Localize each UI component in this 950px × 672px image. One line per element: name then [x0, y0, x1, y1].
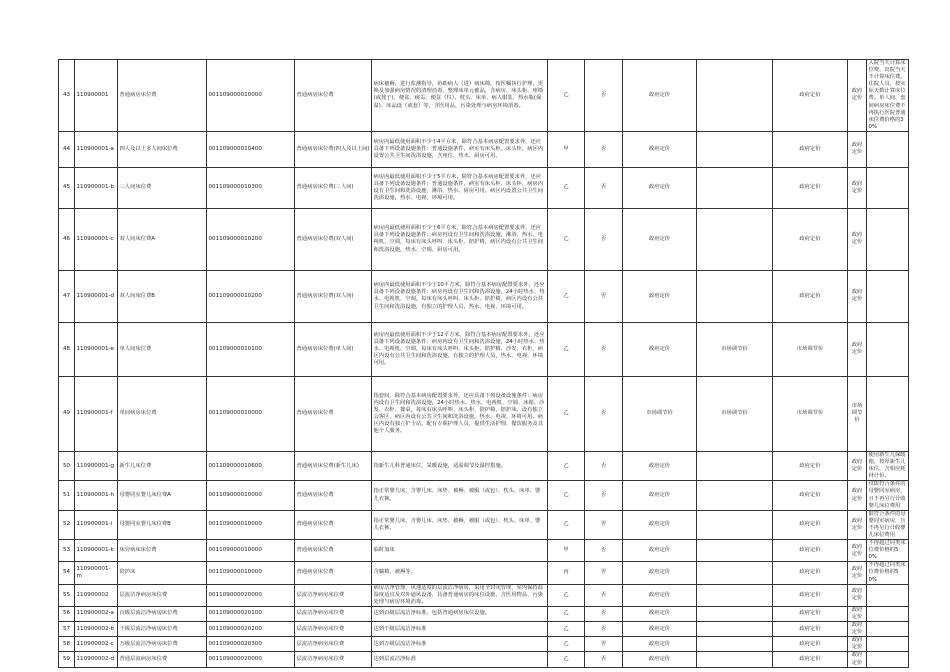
row-number: 47 [59, 270, 75, 322]
row-number: 46 [59, 208, 75, 270]
finance-code: 001109000020300 [207, 637, 295, 652]
flag-value: 否 [585, 322, 623, 376]
price-type-4: 政府定价 [848, 481, 867, 510]
row-number: 43 [59, 60, 75, 132]
finance-code: 001109000010000 [207, 540, 295, 562]
price-type-2 [697, 637, 773, 652]
finance-code: 001109000010300 [207, 167, 295, 208]
finance-code: 001109000010000 [207, 60, 295, 132]
project-code: 110900002-c [75, 637, 118, 652]
finance-category: 普通病房床位费 [295, 562, 372, 584]
project-name: 新生儿床位费 [118, 451, 207, 480]
price-type-1: 政府定价 [623, 562, 697, 584]
table-row [59, 637, 909, 652]
medicare-class: 乙 [548, 584, 585, 606]
remark-text [867, 167, 909, 208]
project-content: 含躺椅、被褥等。 [372, 562, 548, 584]
row-number: 56 [59, 606, 75, 621]
row-number: 48 [59, 322, 75, 376]
price-type-4: 政府定价 [848, 167, 867, 208]
project-name: 层流洁净病房床位费 [118, 584, 207, 606]
price-type-3: 政府定价 [773, 510, 848, 539]
remark-text [867, 584, 909, 606]
price-type-2 [697, 481, 773, 510]
project-name: 三人间床位费 [118, 167, 207, 208]
row-number: 51 [59, 481, 75, 510]
finance-category: 普通病房床位费(四人及以上间) [295, 131, 372, 167]
row-number: 53 [59, 540, 75, 562]
price-type-1: 市场调节价 [623, 376, 697, 451]
project-content: 指正常婴儿床，含婴儿床、床垫、被褥、被服（或包）、枕头、床单、婴儿衣裤。 [372, 481, 548, 510]
project-content: 指正常婴儿床，含婴儿床、床垫、被褥、被服（或包）、枕头、床单、婴儿衣裤。 [372, 510, 548, 539]
price-type-4: 政府定价 [848, 652, 867, 667]
price-type-4: 政府定价 [848, 510, 867, 539]
project-code: 110900002-a [75, 606, 118, 621]
project-content: 病房内最低使用面积不少于4平方米，除符合基本病房配置要求外，还应具备下列设备设施条件：普通设施条件，病室有床头柜、床头柜，病区内设置公共卫生间洗浴设施，含座位、热水、厨房可用。 [372, 131, 548, 167]
finance-code: 001109000010000 [207, 562, 295, 584]
price-type-4: 政府定价 [848, 131, 867, 167]
medicare-class: 乙 [548, 652, 585, 667]
project-code: 110900001-f [75, 376, 118, 451]
table-row [59, 60, 909, 132]
project-name: 单人间床位费 [118, 322, 207, 376]
finance-code: 001109000010100 [207, 322, 295, 376]
flag-value: 否 [585, 606, 623, 621]
price-type-2: 市场调节价 [697, 376, 773, 451]
project-name: 床旁病床床位费 [118, 540, 207, 562]
price-type-1: 政府定价 [623, 481, 697, 510]
price-type-1: 政府定价 [623, 167, 697, 208]
price-type-3: 政府定价 [773, 540, 848, 562]
project-name: 双人间床位费A [118, 208, 207, 270]
project-code: 110900001-a [75, 131, 118, 167]
remark-text: 限符合条件的母婴同室病房，且不再另行计收婴儿床位费用 [867, 510, 909, 539]
price-type-1: 政府定价 [623, 540, 697, 562]
row-number: 55 [59, 584, 75, 606]
price-type-2: 市场调节价 [697, 322, 773, 376]
finance-category: 层流洁净病房床位费 [295, 637, 372, 652]
price-type-2 [697, 60, 773, 132]
table-row [59, 652, 909, 667]
price-type-1: 政府定价 [623, 584, 697, 606]
remark-text [867, 606, 909, 621]
project-name: 母婴同室婴儿床位费B [118, 510, 207, 539]
flag-value: 否 [585, 584, 623, 606]
row-number: 44 [59, 131, 75, 167]
remark-text [867, 270, 909, 322]
project-content: 病房内最低使用面积不少于10平方米，除符合基本病房配置要求外，还应具备下列设备设施条件：病房内设有卫生间和洗浴设施，24小时热水、热水、电视机、空调，每床有床头呼叫、床头柜、陪护椅，病区内设有公共卫生间和洗浴设施，有独立的护理人员，热水、电视、环境可用。 [372, 270, 548, 322]
medicare-class: 乙 [548, 167, 585, 208]
project-code: 110900001-h [75, 481, 118, 510]
medicare-class: 乙 [548, 60, 585, 132]
project-code: 110900001-c [75, 208, 118, 270]
row-number: 57 [59, 622, 75, 637]
price-type-3: 市场调节价 [773, 376, 848, 451]
price-type-2 [697, 208, 773, 270]
finance-code: 001109000020100 [207, 606, 295, 621]
project-code: 110900001-k [75, 540, 118, 562]
flag-value: 否 [585, 510, 623, 539]
medicare-class: 乙 [548, 510, 585, 539]
price-type-2 [697, 131, 773, 167]
price-type-2 [697, 510, 773, 539]
remark-text: 使用新生儿保暖箱，按厚新生儿床位，含相应耗材计价。 [867, 451, 909, 480]
table-row [59, 584, 909, 606]
finance-code: 001109000010200 [207, 208, 295, 270]
project-name: 四人及以上多人间床位费 [118, 131, 207, 167]
project-content: 病床被褥，进行监测指导，协助病人（进）病床椅，按医嘱执行护理，更换及加强病房情况的清理消毒，整理床单元被品，含病房、床头柜、座椅(或凳子)、便盆、痰盂、便盆（仪）、枕头、床单、病人服装、热水瓶(保温)、床品设（或套）等，含医用品，污染处理与病房环境消毒。 [372, 60, 548, 132]
project-content: 达到千级层流洁净标准 [372, 622, 548, 637]
price-type-3: 政府定价 [773, 622, 848, 637]
price-type-1: 政府定价 [623, 622, 697, 637]
finance-code: 001109000020000 [207, 584, 295, 606]
price-type-3: 政府定价 [773, 606, 848, 621]
medicare-class: 乙 [548, 606, 585, 621]
price-type-4: 政府定价 [848, 622, 867, 637]
flag-value: 否 [585, 270, 623, 322]
flag-value: 否 [585, 208, 623, 270]
price-type-4: 政府定价 [848, 562, 867, 584]
price-type-4: 政府定价 [848, 451, 867, 480]
project-code: 110900001-b [75, 167, 118, 208]
finance-category: 普通病房床位费 [295, 540, 372, 562]
finance-code: 001109000010000 [207, 510, 295, 539]
price-type-1: 政府定价 [623, 322, 697, 376]
medicare-class: 甲 [548, 540, 585, 562]
project-content: 指套间，除符合基本病房配置要求外，还应具备下列设备设施条件：病房内设有卫生间和洗浴设施，24小时热水、热水、电视机、空调、冰箱、沙发、衣柜、餐桌，每床有床头呼叫、床头柜、陪护椅、陪护床，设有独立会客区，病区内设有公共卫生间和洗浴设施，热水、电视、环境可用。病区内设有独立护士站，配有专职护理人员，提供生活护理、餐饮服务及其他个人服务。 [372, 376, 548, 451]
project-name: 百级层流洁净病房床位费 [118, 606, 207, 621]
price-type-3: 政府定价 [773, 208, 848, 270]
price-type-2 [697, 451, 773, 480]
table-row [59, 540, 909, 562]
flag-value: 否 [585, 481, 623, 510]
project-content: 达到层流洁净标准 [372, 652, 548, 667]
remark-text [867, 376, 909, 451]
remark-text: 仅限符合条件的母婴同室病房，且不再另行计收婴儿床位费用 [867, 481, 909, 510]
finance-code: 001109000020200 [207, 622, 295, 637]
project-code: 110900001 [75, 60, 118, 132]
project-name: 普通病房床位费 [118, 60, 207, 132]
flag-value: 否 [585, 562, 623, 584]
price-type-4: 政府定价 [848, 606, 867, 621]
price-type-2 [697, 540, 773, 562]
price-type-2 [697, 270, 773, 322]
price-type-3: 政府定价 [773, 652, 848, 667]
project-content: 达到万级层流洁净标准 [372, 637, 548, 652]
finance-category: 层流洁净病房床位费 [295, 606, 372, 621]
table-row [59, 270, 909, 322]
price-type-2 [697, 622, 773, 637]
flag-value: 否 [585, 131, 623, 167]
row-number: 58 [59, 637, 75, 652]
project-name: 千级层流洁净病房床位费 [118, 622, 207, 637]
medicare-class: 乙 [548, 637, 585, 652]
price-type-4: 政府定价 [848, 270, 867, 322]
price-type-1: 政府定价 [623, 606, 697, 621]
project-code: 110900002-b [75, 622, 118, 637]
price-type-1: 政府定价 [623, 510, 697, 539]
flag-value: 否 [585, 637, 623, 652]
flag-value: 否 [585, 540, 623, 562]
remark-text: 不得超过同类床位费价格的50% [867, 562, 909, 584]
price-type-1: 政府定价 [623, 637, 697, 652]
project-name: 万级层流洁净病房床位费 [118, 637, 207, 652]
table-row [59, 208, 909, 270]
finance-category: 普通病房床位费(三人间) [295, 167, 372, 208]
price-type-4: 政府定价 [848, 322, 867, 376]
price-type-1: 政府定价 [623, 131, 697, 167]
row-number: 45 [59, 167, 75, 208]
medicare-class: 乙 [548, 451, 585, 480]
finance-code: 001109000010000 [207, 481, 295, 510]
finance-category: 普通病房床位费(双人间) [295, 208, 372, 270]
remark-text [867, 131, 909, 167]
price-type-3: 政府定价 [773, 481, 848, 510]
remark-text [867, 652, 909, 667]
price-type-3: 政府定价 [773, 167, 848, 208]
price-type-3: 政府定价 [773, 60, 848, 132]
row-number: 59 [59, 652, 75, 667]
row-number: 49 [59, 376, 75, 451]
price-type-3: 政府定价 [773, 562, 848, 584]
table-row [59, 167, 909, 208]
table-row [59, 622, 909, 637]
finance-category: 层流洁净病房床位费 [295, 652, 372, 667]
price-type-3: 政府定价 [773, 131, 848, 167]
flag-value: 否 [585, 451, 623, 480]
price-type-3: 政府定价 [773, 637, 848, 652]
price-type-3: 政府定价 [773, 270, 848, 322]
medicare-class: 甲 [548, 131, 585, 167]
price-type-1: 政府定价 [623, 208, 697, 270]
finance-category: 普通病房床位费 [295, 510, 372, 539]
medicare-class: 乙 [548, 622, 585, 637]
price-type-3: 市场调节价 [773, 322, 848, 376]
remark-text [867, 622, 909, 637]
remark-text: 不得超过同类床位费价格的50% [867, 540, 909, 562]
remark-text [867, 322, 909, 376]
project-content: 病房内最低使用面积不少于6平方米，除符合基本病房配置要求外，还应具备下列设备设施条件：病房内设有卫生间和洗浴设施，淋浴、热水、电视机、空调，每床有床头呼叫、床头柜、陪护椅，病区内设有公共卫生间和洗浴设施，热水、空调、厨房可用。 [372, 208, 548, 270]
project-code: 110900001-m [75, 562, 118, 584]
price-type-1: 政府定价 [623, 451, 697, 480]
finance-category: 普通病房床位费 [295, 376, 372, 451]
project-code: 110900001-e [75, 322, 118, 376]
finance-code: 001109000020000 [207, 652, 295, 667]
medicare-class: 乙 [548, 270, 585, 322]
medicare-class: 乙 [548, 208, 585, 270]
finance-category: 普通病房床位费(新生儿床) [295, 451, 372, 480]
price-type-4: 政府定价 [848, 208, 867, 270]
flag-value: 否 [585, 60, 623, 132]
price-type-2 [697, 652, 773, 667]
flag-value: 否 [585, 622, 623, 637]
table-row [59, 606, 909, 621]
finance-code: 001109000010200 [207, 270, 295, 322]
project-content: 病房内最低使用面积不少于5平方米，除符合基本病房配置要求外，还应具备下列设备设施条件：普通设施条件，病室有床头柜、床头柜，病房内设有卫生间和洗浴设施，淋浴、热水、厨房可用。病区内设置公共卫生间洗浴设施，热水、电视、环境可用。 [372, 167, 548, 208]
table-row [59, 322, 909, 376]
row-number: 52 [59, 510, 75, 539]
row-number: 50 [59, 451, 75, 480]
finance-code: 001109000010000 [207, 376, 295, 451]
table-row [59, 451, 909, 480]
flag-value: 否 [585, 167, 623, 208]
project-content: 临时加床 [372, 540, 548, 562]
price-type-2 [697, 584, 773, 606]
price-type-4: 政府定价 [848, 584, 867, 606]
project-code: 110900001-g [75, 451, 118, 480]
flag-value: 否 [585, 652, 623, 667]
project-name: 双人间床位费B [118, 270, 207, 322]
project-name: 单间病房床位费 [118, 376, 207, 451]
finance-category: 普通病房床位费(单人间) [295, 322, 372, 376]
project-code: 110900002 [75, 584, 118, 606]
price-type-4: 政府定价 [848, 540, 867, 562]
price-type-3: 政府定价 [773, 584, 848, 606]
project-code: 110900001-d [75, 270, 118, 322]
project-content: 病房洁净管理，风速适度的层流洁净病房，采用全封闭管理，室内保持温湿度适宜及对外通风设备，具备普通病房的床位设施，含医用物品、污染处理与病房环境消毒。 [372, 584, 548, 606]
project-name: 普通层流病房床位费 [118, 652, 207, 667]
price-type-1: 政府定价 [623, 60, 697, 132]
project-code: 110900002-d [75, 652, 118, 667]
project-name: 陪护床 [118, 562, 207, 584]
remark-text [867, 208, 909, 270]
remark-text: 入院当天计算床位费，出院当天不计算床位费。住院人员，按实际天数计算床位费。单人间、套间病房床位费不再执行医院普通床位费价格的30% [867, 60, 909, 132]
price-type-3: 政府定价 [773, 451, 848, 480]
price-type-1: 政府定价 [623, 652, 697, 667]
price-type-2 [697, 606, 773, 621]
finance-category: 层流洁净病房床位费 [295, 622, 372, 637]
medicare-class: 乙 [548, 376, 585, 451]
table-row [59, 481, 909, 510]
table-row [59, 562, 909, 584]
project-name: 母婴同室婴儿床位费A [118, 481, 207, 510]
price-type-2 [697, 167, 773, 208]
table-row [59, 510, 909, 539]
table-row [59, 131, 909, 167]
price-type-4: 政府定价 [848, 637, 867, 652]
project-code: 110900001-i [75, 510, 118, 539]
project-content: 达到百级层流洁净标准，包括普通病房床位设施。 [372, 606, 548, 621]
price-type-4: 市场调节价 [848, 376, 867, 451]
project-content: 指新生儿科普通床位，采暖设施，适温调节及温控措施。 [372, 451, 548, 480]
finance-category: 普通病房床位费 [295, 60, 372, 132]
price-type-2 [697, 562, 773, 584]
finance-category: 普通病房床位费(双人间) [295, 270, 372, 322]
project-content: 病房内最低使用面积不少于12平方米，除符合基本病房配置要求外，还应具备下列设备设施条件：病房内设有卫生间和洗浴设施，24小时热水、热水、电视机、空调，每床有床头呼叫、床头柜、陪护椅、沙发、衣柜，病区内设有公共卫生间和洗浴设施，有独立的护理人员，热水、电视、环境可用。 [372, 322, 548, 376]
remark-text [867, 637, 909, 652]
medicare-class: 乙 [548, 481, 585, 510]
finance-category: 层流洁净病房床位费 [295, 584, 372, 606]
finance-code: 001109000010400 [207, 131, 295, 167]
flag-value: 否 [585, 376, 623, 451]
medicare-class: 丙 [548, 562, 585, 584]
row-number: 54 [59, 562, 75, 584]
table-row [59, 376, 909, 451]
price-type-4: 政府定价 [848, 60, 867, 132]
price-table [58, 59, 909, 668]
finance-code: 001109000010600 [207, 451, 295, 480]
medicare-class: 乙 [548, 322, 585, 376]
finance-category: 普通病房床位费 [295, 481, 372, 510]
price-type-1: 政府定价 [623, 270, 697, 322]
